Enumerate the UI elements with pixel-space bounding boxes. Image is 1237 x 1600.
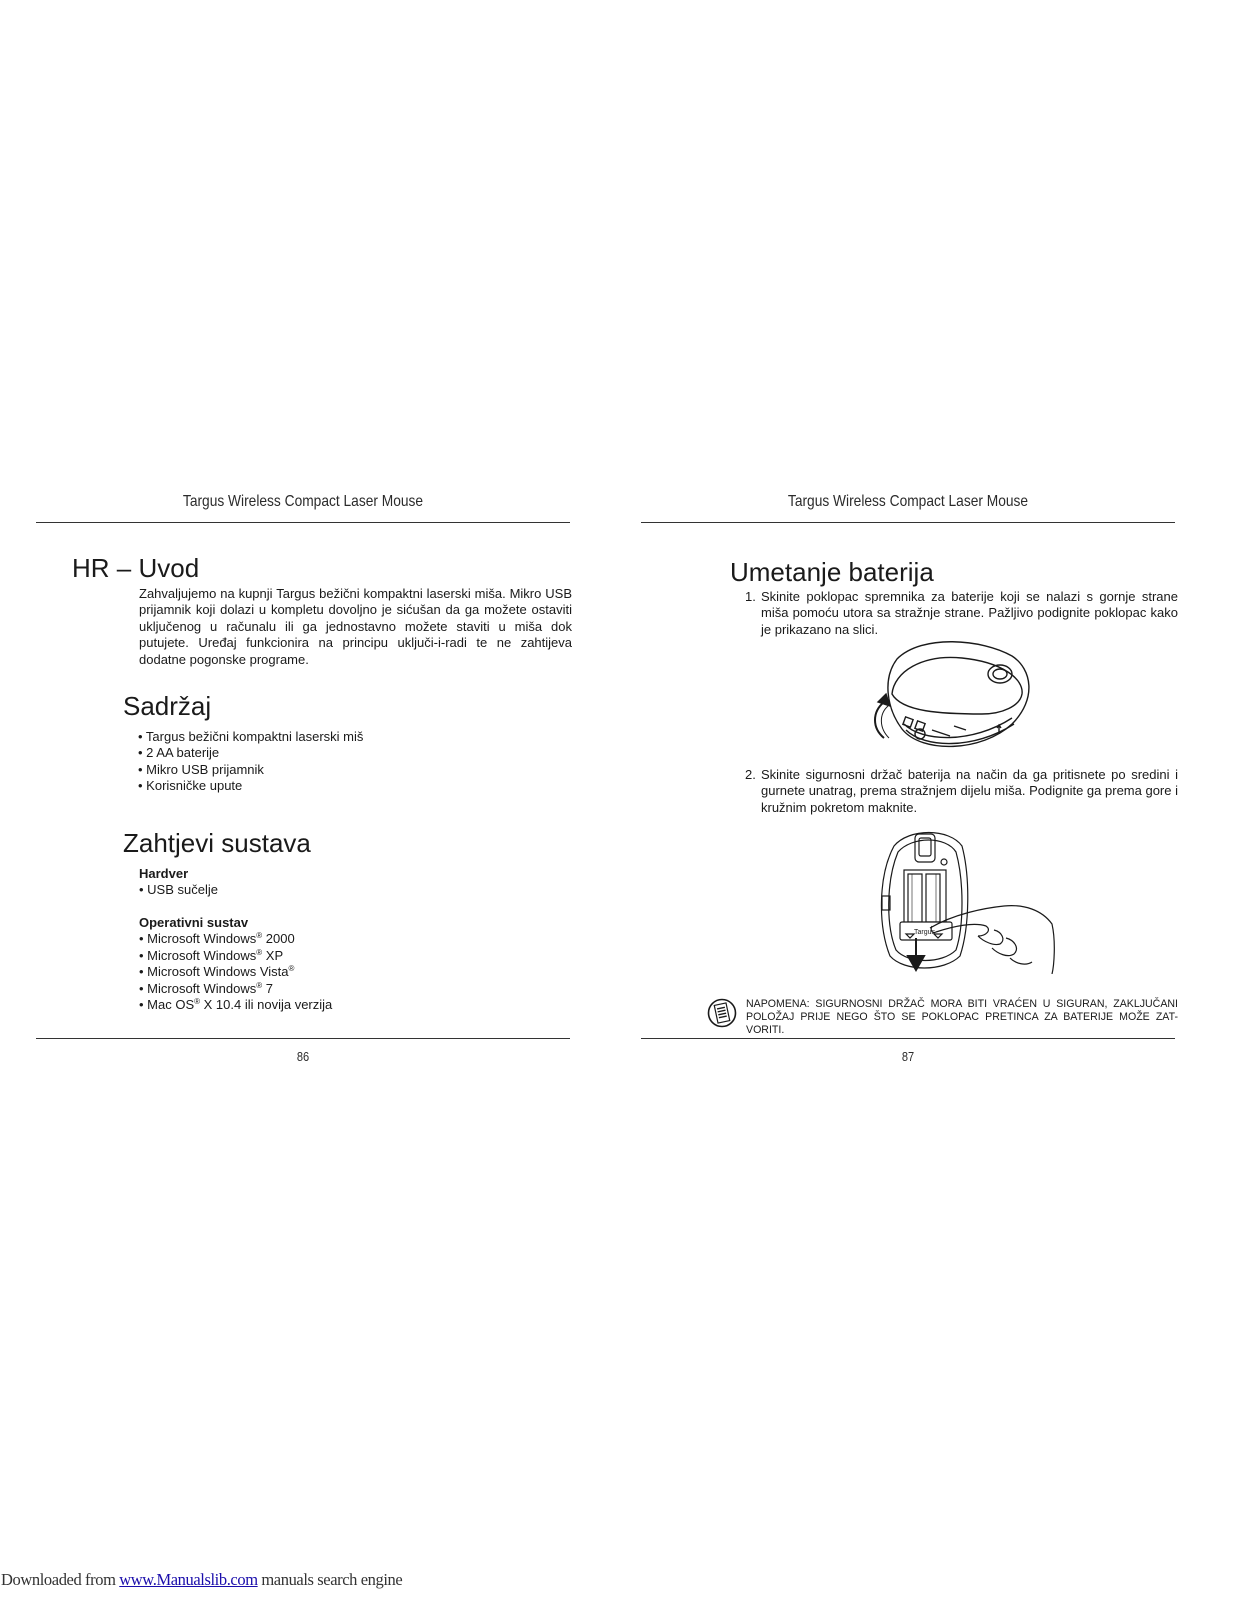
download-footer [1,1570,402,1590]
list-item: • USB sučelje [139,882,218,898]
right-header-rule [641,522,1175,523]
note-text: NAPOMENA: SIGURNOSNI DRŽAČ MORA BITI VRAĆEN U SIGURAN, ZAKLJUČANI POLOŽAJ PRIJE NEGO ŠTO SE POKLOPAC PRETINCA ZA BATERIJE MOŽE ZAT-VORITI. [746,998,1178,1036]
hardware-heading: Hardver [139,866,189,881]
step-2-text: Skinite sigurnosni držač baterija na način da ga pritisnete po sredini i gurnete unatrag, prema stražnjem dijelu miša. Podignite ga prema gore i kružnim pokretom maknite. [761,767,1178,815]
illustration-brand-label: Targus [914,929,936,936]
list-item: • Mac OS® X 10.4 ili novija verzija [139,997,333,1013]
step-1-text: Skinite poklopac spremnika za baterije koji se nalazi s gornje strane miša pomoću utora sa stražnje strane. Pažljivo podignite poklopac kako je prikazano na slici. [761,589,1178,637]
list-item: • Microsoft Windows® XP [139,947,284,963]
left-page-number: 86 [296,1049,310,1064]
footer-prefix: Downloaded from [1,1570,120,1589]
os-section [139,915,332,1013]
footer-suffix: manuals search engine [257,1570,403,1589]
right-page-title: Umetanje baterija [730,557,934,587]
manualslib-link[interactable]: www.Manualslib.com [119,1570,258,1589]
intro-paragraph: Zahvaljujemo na kupnji Targus bežični kompaktni laserski miša. Mikro USB prijamnik koji dolazi u kompletu dovoljno je sićušan da ga možete ostaviti uključenog u računalu ili ga jednostavno možete staviti u miša dok putujete. Uređaj funkcionira na principu uključi-i-radi te ne zahtijeva dodatne pogonske programe. [139,586,572,667]
contents-list [138,729,363,795]
list-item: • Targus bežični kompaktni laserski miš [138,729,364,744]
right-running-header: Targus Wireless Compact Laser Mouse [787,493,1029,510]
left-page-title: HR – Uvod [72,553,200,583]
step-2-number: 2. [745,767,756,782]
contents-title: Sadržaj [123,691,212,721]
list-item: • Microsoft Windows® 2000 [139,931,295,947]
step-2 [745,767,1178,816]
list-item: • Microsoft Windows® 7 [139,980,273,996]
list-item: • Korisničke upute [138,778,243,794]
hardware-section [139,866,218,899]
requirements-title: Zahtjevi sustava [123,828,311,858]
left-header-rule [36,522,570,523]
step-1 [745,589,1178,638]
list-item: • 2 AA baterije [138,745,220,761]
battery-holder-illustration [874,826,1058,974]
left-footer-rule [36,1038,570,1039]
list-item: • Microsoft Windows Vista® [139,964,295,980]
os-heading: Operativni sustav [139,915,249,930]
note-icon [707,998,737,1028]
list-item: • Mikro USB prijamnik [138,761,264,777]
left-running-header: Targus Wireless Compact Laser Mouse [182,493,424,510]
step-1-number: 1. [745,589,756,604]
mouse-cover-illustration [862,634,1038,758]
right-page-number: 87 [901,1049,915,1064]
right-footer-rule [641,1038,1175,1039]
